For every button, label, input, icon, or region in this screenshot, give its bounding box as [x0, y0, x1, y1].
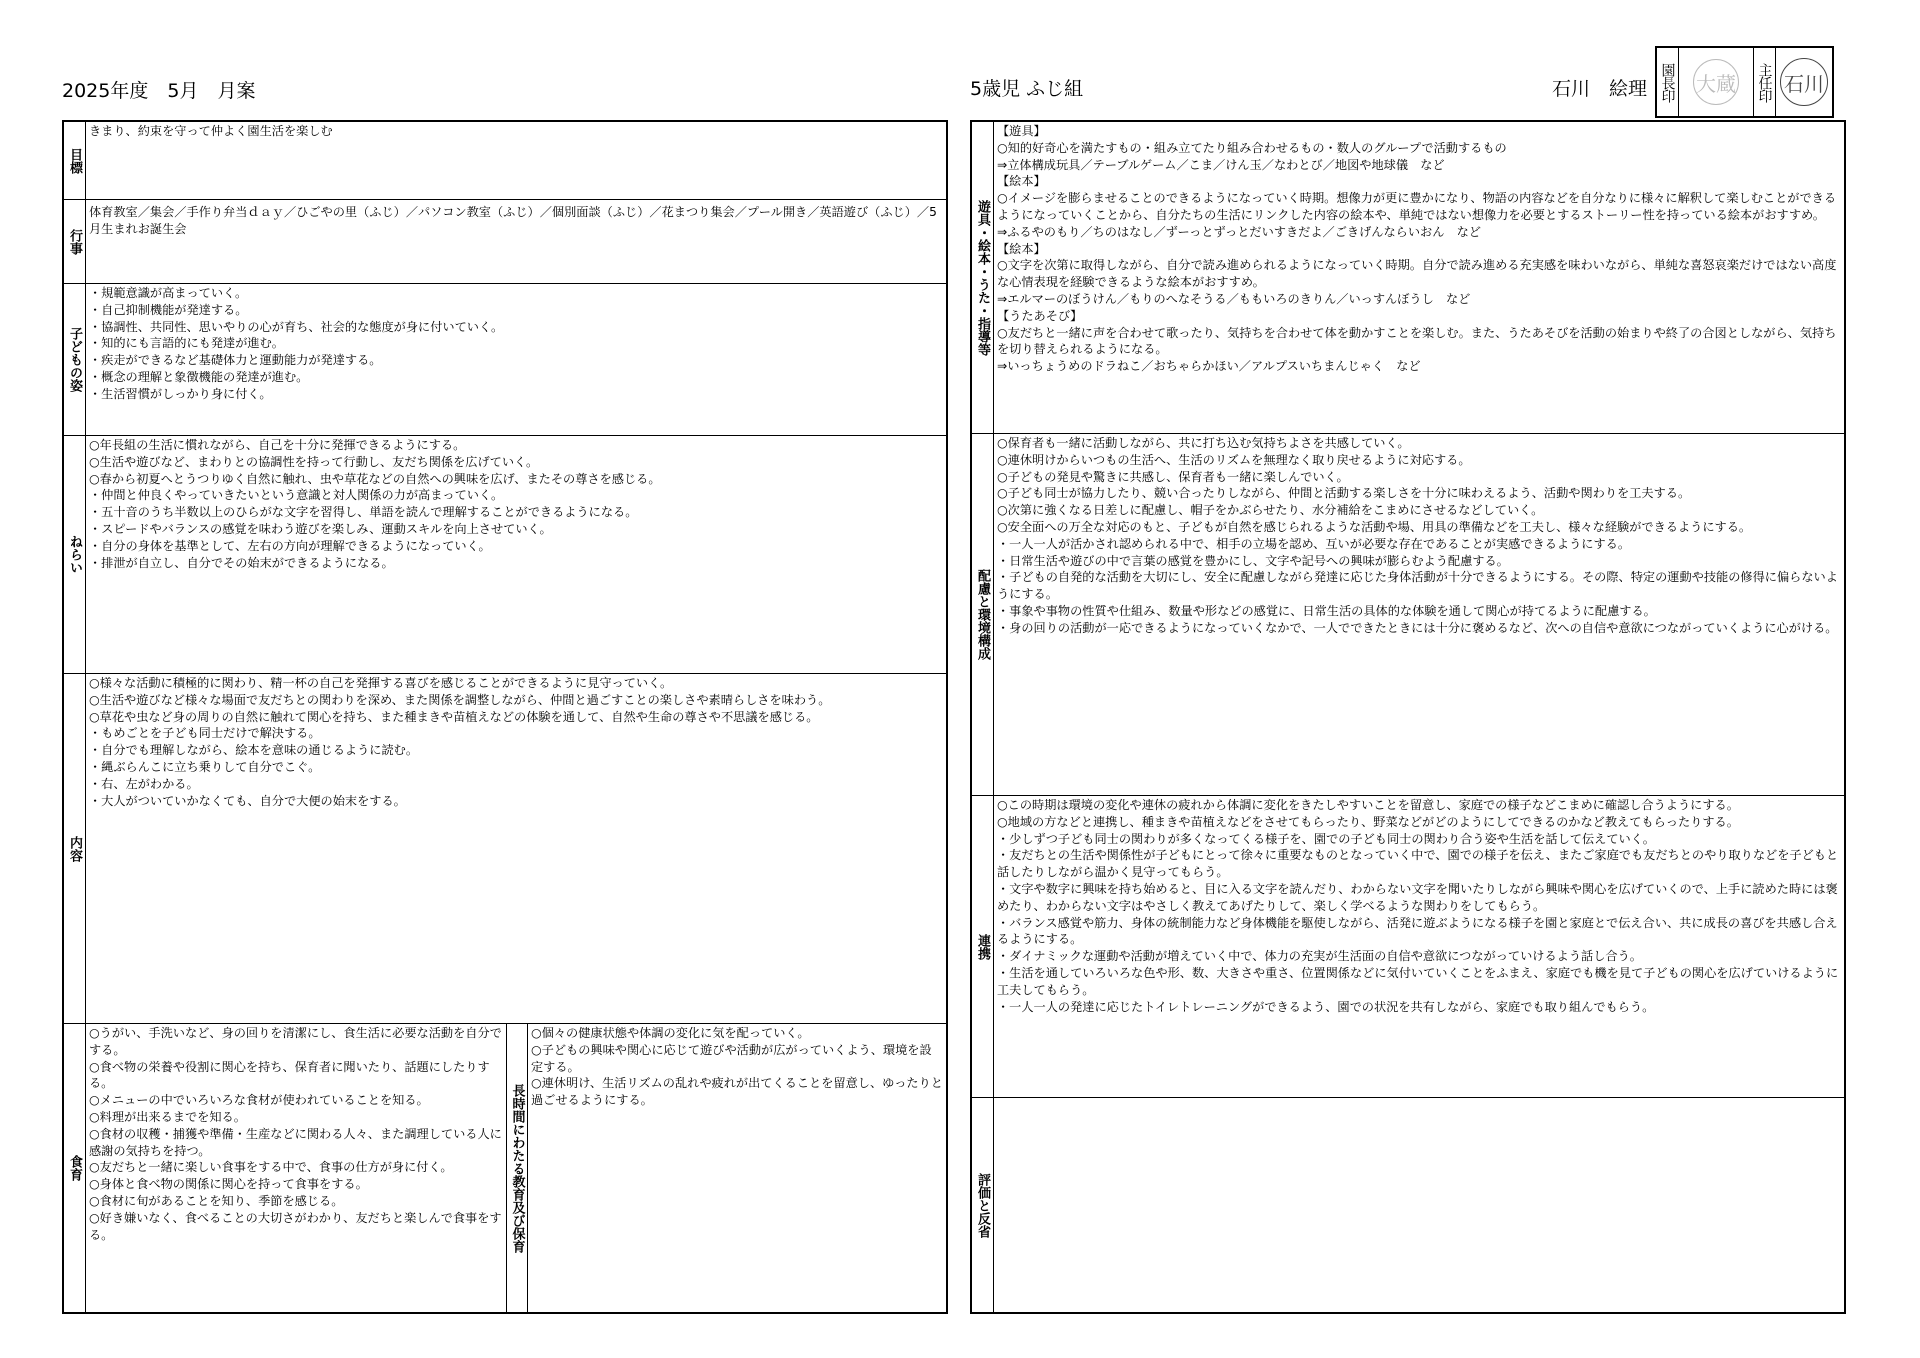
principal-seal-label: 園長印: [1657, 48, 1679, 116]
text-line: ○様々な活動に積極的に関わり、精一杯の自己を発揮する喜びを感じることができるように見守っていく。: [89, 676, 673, 690]
text-line: ⇒ふるやのもり／ちのはなし／ずーっとずっとだいすきだよ／ごきげんならいおん など: [997, 224, 1481, 239]
text-line: ○年長組の生活に慣れながら、自己を十分に発揮できるようにする。: [89, 438, 466, 452]
child-content: [86, 284, 946, 435]
food-label: 食育: [64, 1024, 86, 1312]
left-panel: [62, 120, 948, 1314]
eval-label: 評価と反省: [972, 1098, 994, 1312]
text-line: ○子どもの興味や関心に応じて遊びや活動が広がっていくよう、環境を設定する。: [531, 1042, 932, 1074]
text-line: ・縄ぶらんこに立ち乗りして自分でこぐ。: [89, 759, 321, 774]
principal-seal-cell: [1679, 48, 1754, 116]
goal-row: [64, 122, 946, 200]
text-line: ・子どもの自発的な活動を大切にし、安全に配慮しながら発達に応じた身体活動が十分できるようにする。その際、特定の運動や技能の修得に偏らないようにする。: [997, 570, 1838, 602]
text-line: ・規範意識が高まっていく。: [89, 286, 248, 300]
text-line: ・概念の理解と象徴機能の発達が進む。: [89, 369, 309, 384]
food-row: [64, 1024, 946, 1312]
text-line: ○この時期は環境の変化や連休の疲れから体調に変化をきたしやすいことを留意し、家庭での様子などこまめに確認し合うようにする。: [997, 798, 1739, 812]
chief-seal-label: 主任印: [1754, 48, 1776, 116]
text-line: ・排泄が自立し、自分でその始末ができるようになる。: [89, 555, 394, 570]
text-line: ・仲間と仲良くやっていきたいという意識と対人関係の力が高まっていく。: [89, 488, 504, 503]
plan-title: 2025年度 5月 月案: [62, 80, 256, 102]
text-line: ・協調性、共同性、思いやりの心が育ち、社会的な態度が身に付いていく。: [89, 319, 504, 334]
text-line: ○身体と食べ物の関係に関心を持って食事をする。: [89, 1177, 368, 1192]
longcare-label: 長時間にわたる教育及び保育: [506, 1024, 528, 1312]
text-line: ○次第に強くなる日差しに配慮し、帽子をかぶらせたり、水分補給をこまめにさせるなどしていく。: [997, 503, 1544, 518]
text-line: ○保育者も一緒に活動しながら、共に打ち込む気持ちよさを共感していく。: [997, 436, 1410, 450]
text-line: 【絵本】: [997, 241, 1046, 256]
text-line: 【遊具】: [997, 124, 1046, 138]
text-line: ・身の回りの活動が一応できるようになっていくなかで、一人でできたときには十分に褒めるなど、次への自信や意欲につながっていくように心がける。: [997, 620, 1838, 635]
text-line: ・事象や事物の性質や仕組み、数量や形などの感覚に、日常生活の具体的な体験を通して関心が持てるように配慮する。: [997, 603, 1656, 618]
text-line: ○生活や遊びなど、まわりとの協調性を持って行動し、友だち関係を広げていく。: [89, 454, 539, 469]
play-row: [972, 122, 1844, 434]
text-line: ・知的にも言語的にも発達が進む。: [89, 336, 284, 351]
text-line: ○地域の方などと連携し、種まきや苗植えなどをさせてもらったり、野菜などがどのようにしてできるのかなど教えてもらったりする。: [997, 814, 1739, 829]
play-label: 遊具・絵本・うた・指導等: [972, 122, 994, 433]
text-line: 【絵本】: [997, 174, 1046, 189]
food-content: [86, 1024, 506, 1312]
child-row: [64, 284, 946, 436]
text-line: ・もめごとを子ども同士だけで解決する。: [89, 726, 321, 741]
seal-table: [1655, 46, 1834, 118]
text-line: ○イメージを膨らませることのできるようになっていく時期。想像力が更に豊かになり、物語の内容などを自分なりに様々に解釈して楽しむことができるようになっていくことから、自分たちの生活にリンクした内容の絵本や、単純ではない想像力を必要とするストーリー性を持っている絵本がおすすめ。: [997, 191, 1837, 222]
aim-row: [64, 436, 946, 674]
principal-stamp: 大蔵: [1693, 59, 1739, 105]
eval-content: [994, 1098, 1844, 1312]
food-split: [86, 1024, 946, 1312]
text-line: ⇒立体構成玩具／テーブルゲーム／こま／けん玉／なわとび／地図や地球儀 など: [997, 157, 1445, 172]
teacher-name: 石川 絵理: [1552, 78, 1648, 100]
text-line: ○草花や虫など身の周りの自然に触れて関心を持ち、また種まきや苗植えなどの体験を通して、自然や生命の尊さや不思議を感じる。: [89, 709, 819, 724]
text-line: ・大人がついていかなくても、自分で大便の始末をする。: [89, 793, 406, 808]
env-content: [994, 434, 1844, 795]
text-line: ○連休明けからいつもの生活へ、生活のリズムを無理なく取り戻せるように対応する。: [997, 452, 1471, 467]
text-line: ○料理が出来るまでを知る。: [89, 1109, 246, 1124]
text-line: ○食材に旬があることを知り、季節を感じる。: [89, 1193, 344, 1208]
longcare-content: [528, 1024, 946, 1312]
text-line: ○友だちと一緒に楽しい食事をする中で、食事の仕方が身に付く。: [89, 1160, 453, 1175]
text-line: ○友だちと一緒に声を合わせて歌ったり、気持ちを合わせて体を動かすことを楽しむ。また、うたあそびを活動の始まりや終了の合図としながら、気持ちを切り替えられるようになる。: [997, 325, 1837, 357]
chief-seal-cell: [1776, 48, 1832, 116]
text-line: ・自己抑制機能が発達する。: [89, 302, 248, 317]
text-line: ・一人一人が活かされ認められる中で、相手の立場を認め、互いが必要な存在であることが実感できるようにする。: [997, 536, 1631, 551]
text-line: ○子どもの発見や驚きに共感し、保育者も一緒に楽しんでいく。: [997, 469, 1349, 484]
text-line: ・生活を通していろいろな色や形、数、大きさや重さ、位置関係などに気付いていくことをふまえ、家庭でも機を見て子どもの関心を広げていけるように工夫してもらう。: [997, 965, 1839, 997]
events-label: 行事: [64, 200, 86, 283]
text-line: ・五十音のうち半数以上のひらがな文字を習得し、単語を読んで理解することができるようになる。: [89, 505, 638, 520]
text-line: ○安全面への万全な対応のもと、子どもが自然を感じられるような活動や場、用具の準備などを工夫し、様々な経験ができるようにする。: [997, 519, 1752, 534]
right-panel: [970, 120, 1846, 1314]
goal-content: [86, 122, 946, 199]
text-line: ・右、左がわかる。: [89, 776, 199, 791]
events-content: [86, 200, 946, 283]
text-line: ○個々の健康状態や体調の変化に気を配っていく。: [531, 1026, 810, 1040]
text-line: ○食べ物の栄養や役割に関心を持ち、保育者に聞いたり、話題にしたりする。: [89, 1059, 490, 1091]
coop-label: 連携: [972, 796, 994, 1097]
text-line: ○食材の収穫・捕獲や準備・生産などに関わる人々、また調理している人に感謝の気持ちを持つ。: [89, 1126, 502, 1158]
text-line: ・バランス感覚や筋力、身体の統制能力など身体機能を駆使しながら、活発に遊ぶようになる様子を園と家庭とで伝え合い、共に成長の喜びを共感し合えるようにする。: [997, 915, 1838, 947]
text-line: 【うたあそび】: [997, 308, 1083, 323]
text-line: ⇒いっちょうめのドラねこ／おちゃらかほい／アルプスいちまんじゃく など: [997, 359, 1421, 374]
text-line: ・ダイナミックな運動や活動が増えていく中で、体力の充実が生活面の自信や意欲につながっていけるよう話し合う。: [997, 949, 1642, 964]
text-line: ・一人一人の発達に応じたトイレトレーニングができるよう、園での状況を共有しながら、家庭でも取り組んでもらう。: [997, 999, 1655, 1014]
text-line: ・疾走ができるなど基礎体力と運動能力が発達する。: [89, 353, 382, 368]
coop-content: [994, 796, 1844, 1097]
text-line: ・生活習慣がしっかり身に付く。: [89, 386, 272, 401]
text-line: ○メニューの中でいろいろな食材が使われていることを知る。: [89, 1093, 429, 1108]
content-content: [86, 674, 946, 1023]
text-line: ・日常生活や遊びの中で言葉の感覚を豊かにし、文字や記号への興味が膨らむよう配慮する。: [997, 553, 1509, 568]
content-row: [64, 674, 946, 1024]
play-content: [994, 122, 1844, 433]
text-line: ・自分でも理解しながら、絵本を意味の通じるように読む。: [89, 743, 419, 758]
events-row: [64, 200, 946, 284]
text-line: ○文字を次第に取得しながら、自分で読み進められるようになっていく時期。自分で読み進める充実感を味わいながら、単純な喜怒哀楽だけではない高度な心情表現を経験できるような絵本がおすすめ。: [997, 258, 1837, 290]
aim-label: ねらい: [64, 436, 86, 673]
text-line: ⇒エルマーのぼうけん／もりのへなそうる／ももいろのきりん／いっすんぼうし など: [997, 291, 1471, 306]
text-line: きまり、約束を守って仲よく園生活を楽しむ: [89, 124, 333, 138]
text-line: ○知的好奇心を満たすもの・組み立てたり組み合わせるもの・数人のグループで活動するもの: [997, 140, 1507, 155]
text-line: 体育教室／集会／手作り弁当ｄａｙ／ひごやの里（ふじ）／パソコン教室（ふじ）／個別面談（ふじ）／花まつり集会／プール開き／英語遊び（ふじ）／5月生まれお誕生会: [89, 205, 937, 236]
class-name: 5歳児 ふじ組: [970, 78, 1084, 100]
text-line: ・友だちとの生活や関係性が子どもにとって徐々に重要なものとなっていく中で、園での様子を伝え、またご家庭でも友だちとのやり取りなどを子どもと話したりしながら温かく見守ってもらう。: [997, 848, 1839, 880]
text-line: ○生活や遊びなど様々な場面で友だちとの関わりを深め、また関係を調整しながら、仲間と過ごすことの楽しさや素晴らしさを味わう。: [89, 692, 831, 707]
text-line: ○うがい、手洗いなど、身の回りを清潔にし、食生活に必要な活動を自分でする。: [89, 1026, 502, 1057]
text-line: ○連休明け、生活リズムの乱れや疲れが出てくることを留意し、ゆったりと過ごせるようにする。: [531, 1076, 943, 1108]
chief-stamp: 石川: [1780, 58, 1828, 106]
text-line: ・スピードやバランスの感覚を味わう遊びを楽しみ、運動スキルを向上させていく。: [89, 521, 552, 536]
env-row: [972, 434, 1844, 796]
goal-label: 目標: [64, 122, 86, 199]
text-line: ・文字や数字に興味を持ち始めると、目に入る文字を読んだり、わからない文字を聞いたりしながら興味や関心を広げていくので、上手に読めた時には褒めたり、わからない文字はやさしく教えてあげたりして、楽しく学べるような関わりをしてもらう。: [997, 881, 1838, 913]
content-label: 内容: [64, 674, 86, 1023]
env-label: 配慮と環境構成: [972, 434, 994, 795]
eval-row: [972, 1098, 1844, 1312]
text-line: ・少しずつ子ども同士の関わりが多くなってくる様子を、園での子ども同士の関わり合う姿や生活を話して伝えていく。: [997, 831, 1655, 846]
child-label: 子どもの姿: [64, 284, 86, 435]
text-line: ・自分の身体を基準として、左右の方向が理解できるようになっていく。: [89, 538, 491, 553]
aim-content: [86, 436, 946, 673]
text-line: ○子ども同士が協力したり、競い合ったりしながら、仲間と活動する楽しさを十分に味わえるよう、活動や関わりを工夫する。: [997, 486, 1691, 501]
text-line: ○春から初夏へとうつりゆく自然に触れ、虫や草花などの自然への興味を広げ、またその尊さを感じる。: [89, 471, 661, 486]
text-line: ○好き嫌いなく、食べることの大切さがわかり、友だちと楽しんで食事をする。: [89, 1210, 502, 1242]
coop-row: [972, 796, 1844, 1098]
